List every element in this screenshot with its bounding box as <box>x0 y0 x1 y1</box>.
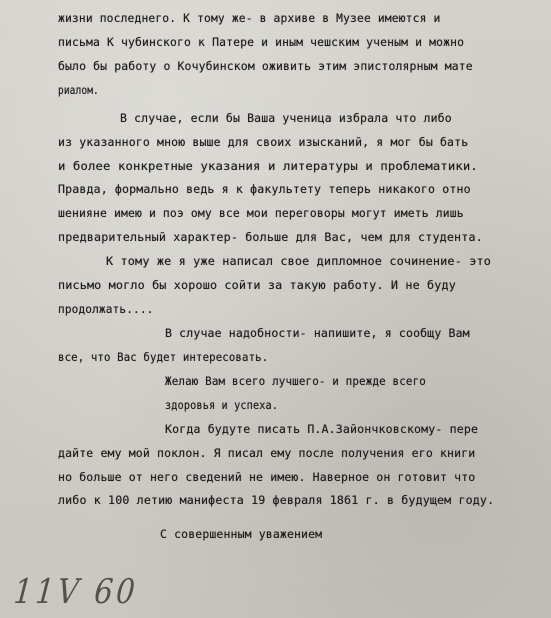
letter-line: риалом. <box>58 83 99 97</box>
letter-line: но больше от него сведений не имею. Наверное он готовит что <box>58 470 476 484</box>
handwritten-note: 11V 60 <box>12 572 140 612</box>
letter-line: Желаю Вам всего лучшего- и прежде всего <box>165 374 426 388</box>
letter-line: продолжать.... <box>58 302 154 316</box>
letter-line: Правда, формально ведь я к факультету теперь никакого отно <box>58 182 471 196</box>
letter-line: все, что Вас будет интересовать. <box>58 350 269 364</box>
letter-line: жизни последнего. К тому же- в архиве в Музее имеются и <box>58 11 441 25</box>
letter-line: либо к 100 летию манифеста 19 февраля 1861 г. в будущем году. <box>58 493 495 507</box>
letter-line: В случае надобности- напишите, я сообщу Вам <box>165 326 470 340</box>
letter-closing: С совершенным уважением <box>160 527 323 541</box>
letter-line: из указанного мною выше для своих изысканий, я мог бы бать <box>58 135 469 149</box>
letter-line: письмо могло бы хорошо сойти за такую работу. И не буду <box>58 278 456 292</box>
letter-line: шенияне имею и поэ ому все мои переговоры могут иметь лишь <box>58 206 464 220</box>
letter-line: было бы работу о Кочубинском оживить этим эпистолярным мате <box>58 59 473 73</box>
letter-line: письма К чубинского к Патере и иным чешским ученым и можно <box>58 35 465 49</box>
letter-line: Когда будуте писать П.А.Зайончковскому- пере <box>165 422 479 436</box>
letter-line: В случае, если бы Ваша ученица избрала что либо <box>120 111 452 125</box>
letter-line: дайте ему мой поклон. Я писал ему после получения его книги <box>58 446 476 460</box>
letter-line: предварительный характер- больше для Вас, чем для студента. <box>58 230 483 244</box>
letter-line: здоровья и успеха. <box>165 398 279 412</box>
letter-line: К тому же я уже написал свое дипломное сочинение- это <box>106 254 492 268</box>
letter-line: и более конкретные указания и литературы и проблематики. <box>58 159 478 173</box>
